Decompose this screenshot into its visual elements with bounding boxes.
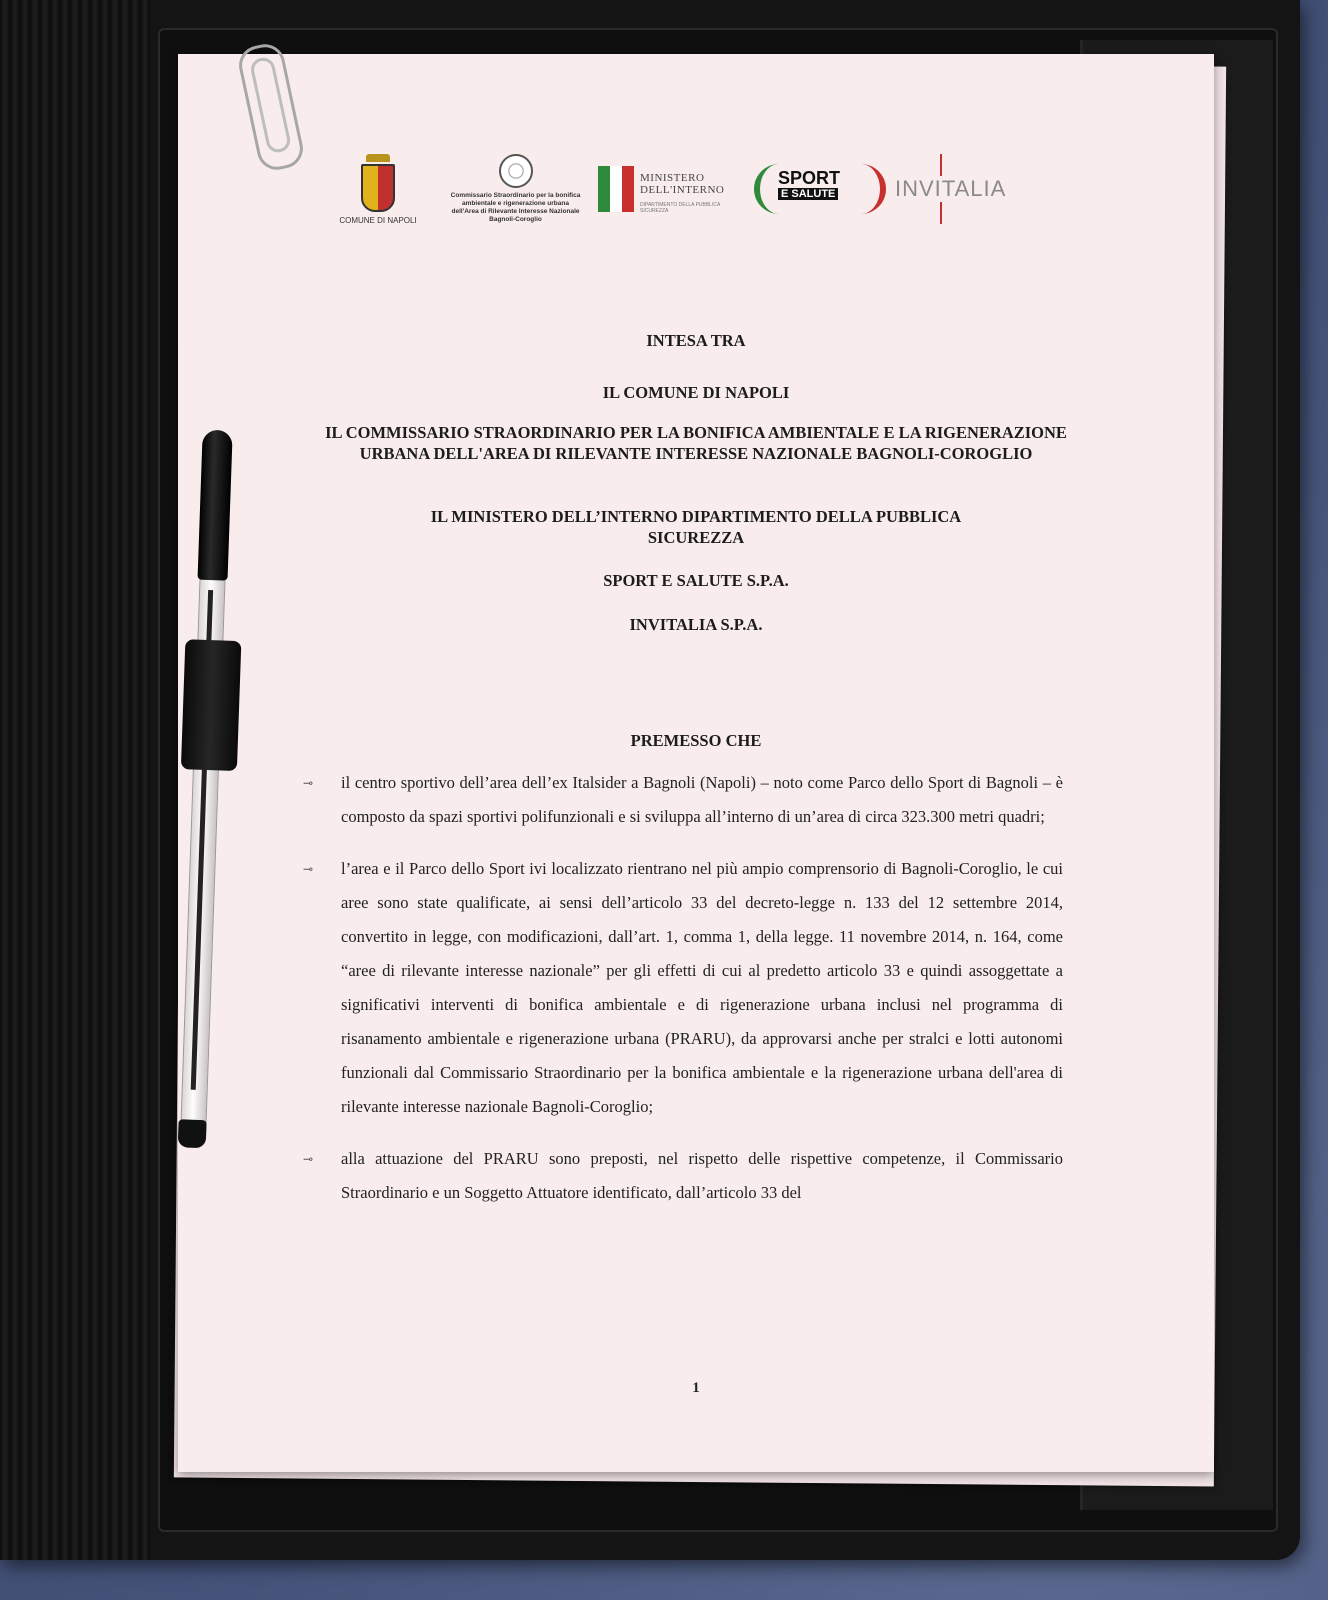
ministero-sub-caption: DIPARTIMENTO DELLA PUBBLICA SICUREZZA	[640, 202, 721, 214]
document-title: INTESA TRA	[646, 331, 746, 350]
page-number: 1	[692, 1380, 700, 1396]
premesso-heading: PREMESSO CHE	[630, 731, 762, 750]
list-item	[303, 766, 1063, 834]
sport-salute-logo	[748, 154, 888, 224]
comune-caption: COMUNE DI NAPOLI	[339, 216, 417, 225]
bullet-arrow-icon: ⊸	[303, 862, 314, 876]
party-commissario: IL COMMISSARIO STRAORDINARIO PER LA BONIFICA AMBIENTALE E LA RIGENERAZIONE URBANA DELL'AREA DI RILEVANTE INTERESSE NAZIONALE BAGNOLI-COROGLIO	[325, 423, 1067, 463]
invitalia-logo	[883, 154, 1033, 224]
salute-caption: E SALUTE	[778, 188, 838, 200]
ministero-caption: MINISTERO DELL'INTERNO	[640, 172, 725, 196]
bullet-arrow-icon: ⊸	[303, 1152, 314, 1166]
premesso-list	[303, 766, 1063, 1228]
commissario-logo	[448, 154, 583, 224]
list-item-text: l’area e il Parco dello Sport ivi localizzato rientrano nel più ampio comprensorio di Bagnoli-Coroglio, le cui aree sono state qualificate, ai sensi dell’articolo 33 del decreto-legge n. 133 del 12 settembre 2014, convertito in legge, con modificazioni, dall’art. 1, comma 1, della legge. 11 novembre 2014, n. 164, come “aree di rilevante interesse nazionale” per gli effetti di cui al predetto articolo 33 e quindi assoggettate a significativi interventi di bonifica ambientale e di rigenerazione urbana inclusi nel programma di risanamento ambientale e rigenerazione urbana (PRARU), da approvarsi anche per stralci e lotti autonomi funzionali dal Commissario Straordinario per la bonifica ambientale e la rigenerazione urbana dell'area di rilevante interesse nazionale Bagnoli-Coroglio;	[341, 859, 1063, 1116]
list-item	[303, 1142, 1063, 1210]
italian-flag-icon	[598, 166, 634, 212]
folder-pen-loop	[181, 639, 242, 771]
paperclip-inner-loop	[249, 56, 292, 155]
invitalia-caption: INVITALIA	[895, 176, 1007, 201]
comune-napoli-logo	[323, 154, 433, 225]
republic-emblem-icon	[499, 154, 533, 188]
list-item-text: il centro sportivo dell’area dell’ex Italsider a Bagnoli (Napoli) – noto come Parco dello Sport di Bagnoli – è composto da spazi sportivi polifunzionali e si sviluppa all’interno di un’area di circa 323.300 metri quadri;	[341, 773, 1063, 826]
bullet-arrow-icon: ⊸	[303, 776, 314, 790]
party-ministero: IL MINISTERO DELL’INTERNO DIPARTIMENTO DELLA PUBBLICA SICUREZZA	[430, 507, 962, 547]
document-page	[178, 54, 1214, 1472]
crown-icon	[366, 154, 390, 162]
sport-caption: SPORT	[778, 168, 841, 188]
party-comune: IL COMUNE DI NAPOLI	[602, 383, 790, 402]
party-invitalia: INVITALIA S.P.A.	[629, 615, 763, 634]
logo-strip	[178, 154, 1214, 294]
commissario-caption: Commissario Straordinario per la bonifica ambientale e rigenerazione urbana dell'Area di Rilevante Interesse Nazionale Bagnoli-Coroglio	[450, 192, 581, 223]
list-item	[303, 852, 1063, 1124]
pen-cap	[198, 430, 233, 581]
crest-icon	[361, 164, 395, 212]
folder-spine	[0, 0, 150, 1560]
list-item-text: alla attuazione del PRARU sono preposti, nel rispetto delle rispettive competenze, il Commissario Straordinario e un Soggetto Attuatore identificato, dall’articolo 33 del	[341, 1149, 1063, 1202]
pen-end-plug	[178, 1119, 207, 1148]
party-sport-salute: SPORT E SALUTE S.P.A.	[603, 571, 789, 590]
ministero-logo	[598, 166, 738, 216]
